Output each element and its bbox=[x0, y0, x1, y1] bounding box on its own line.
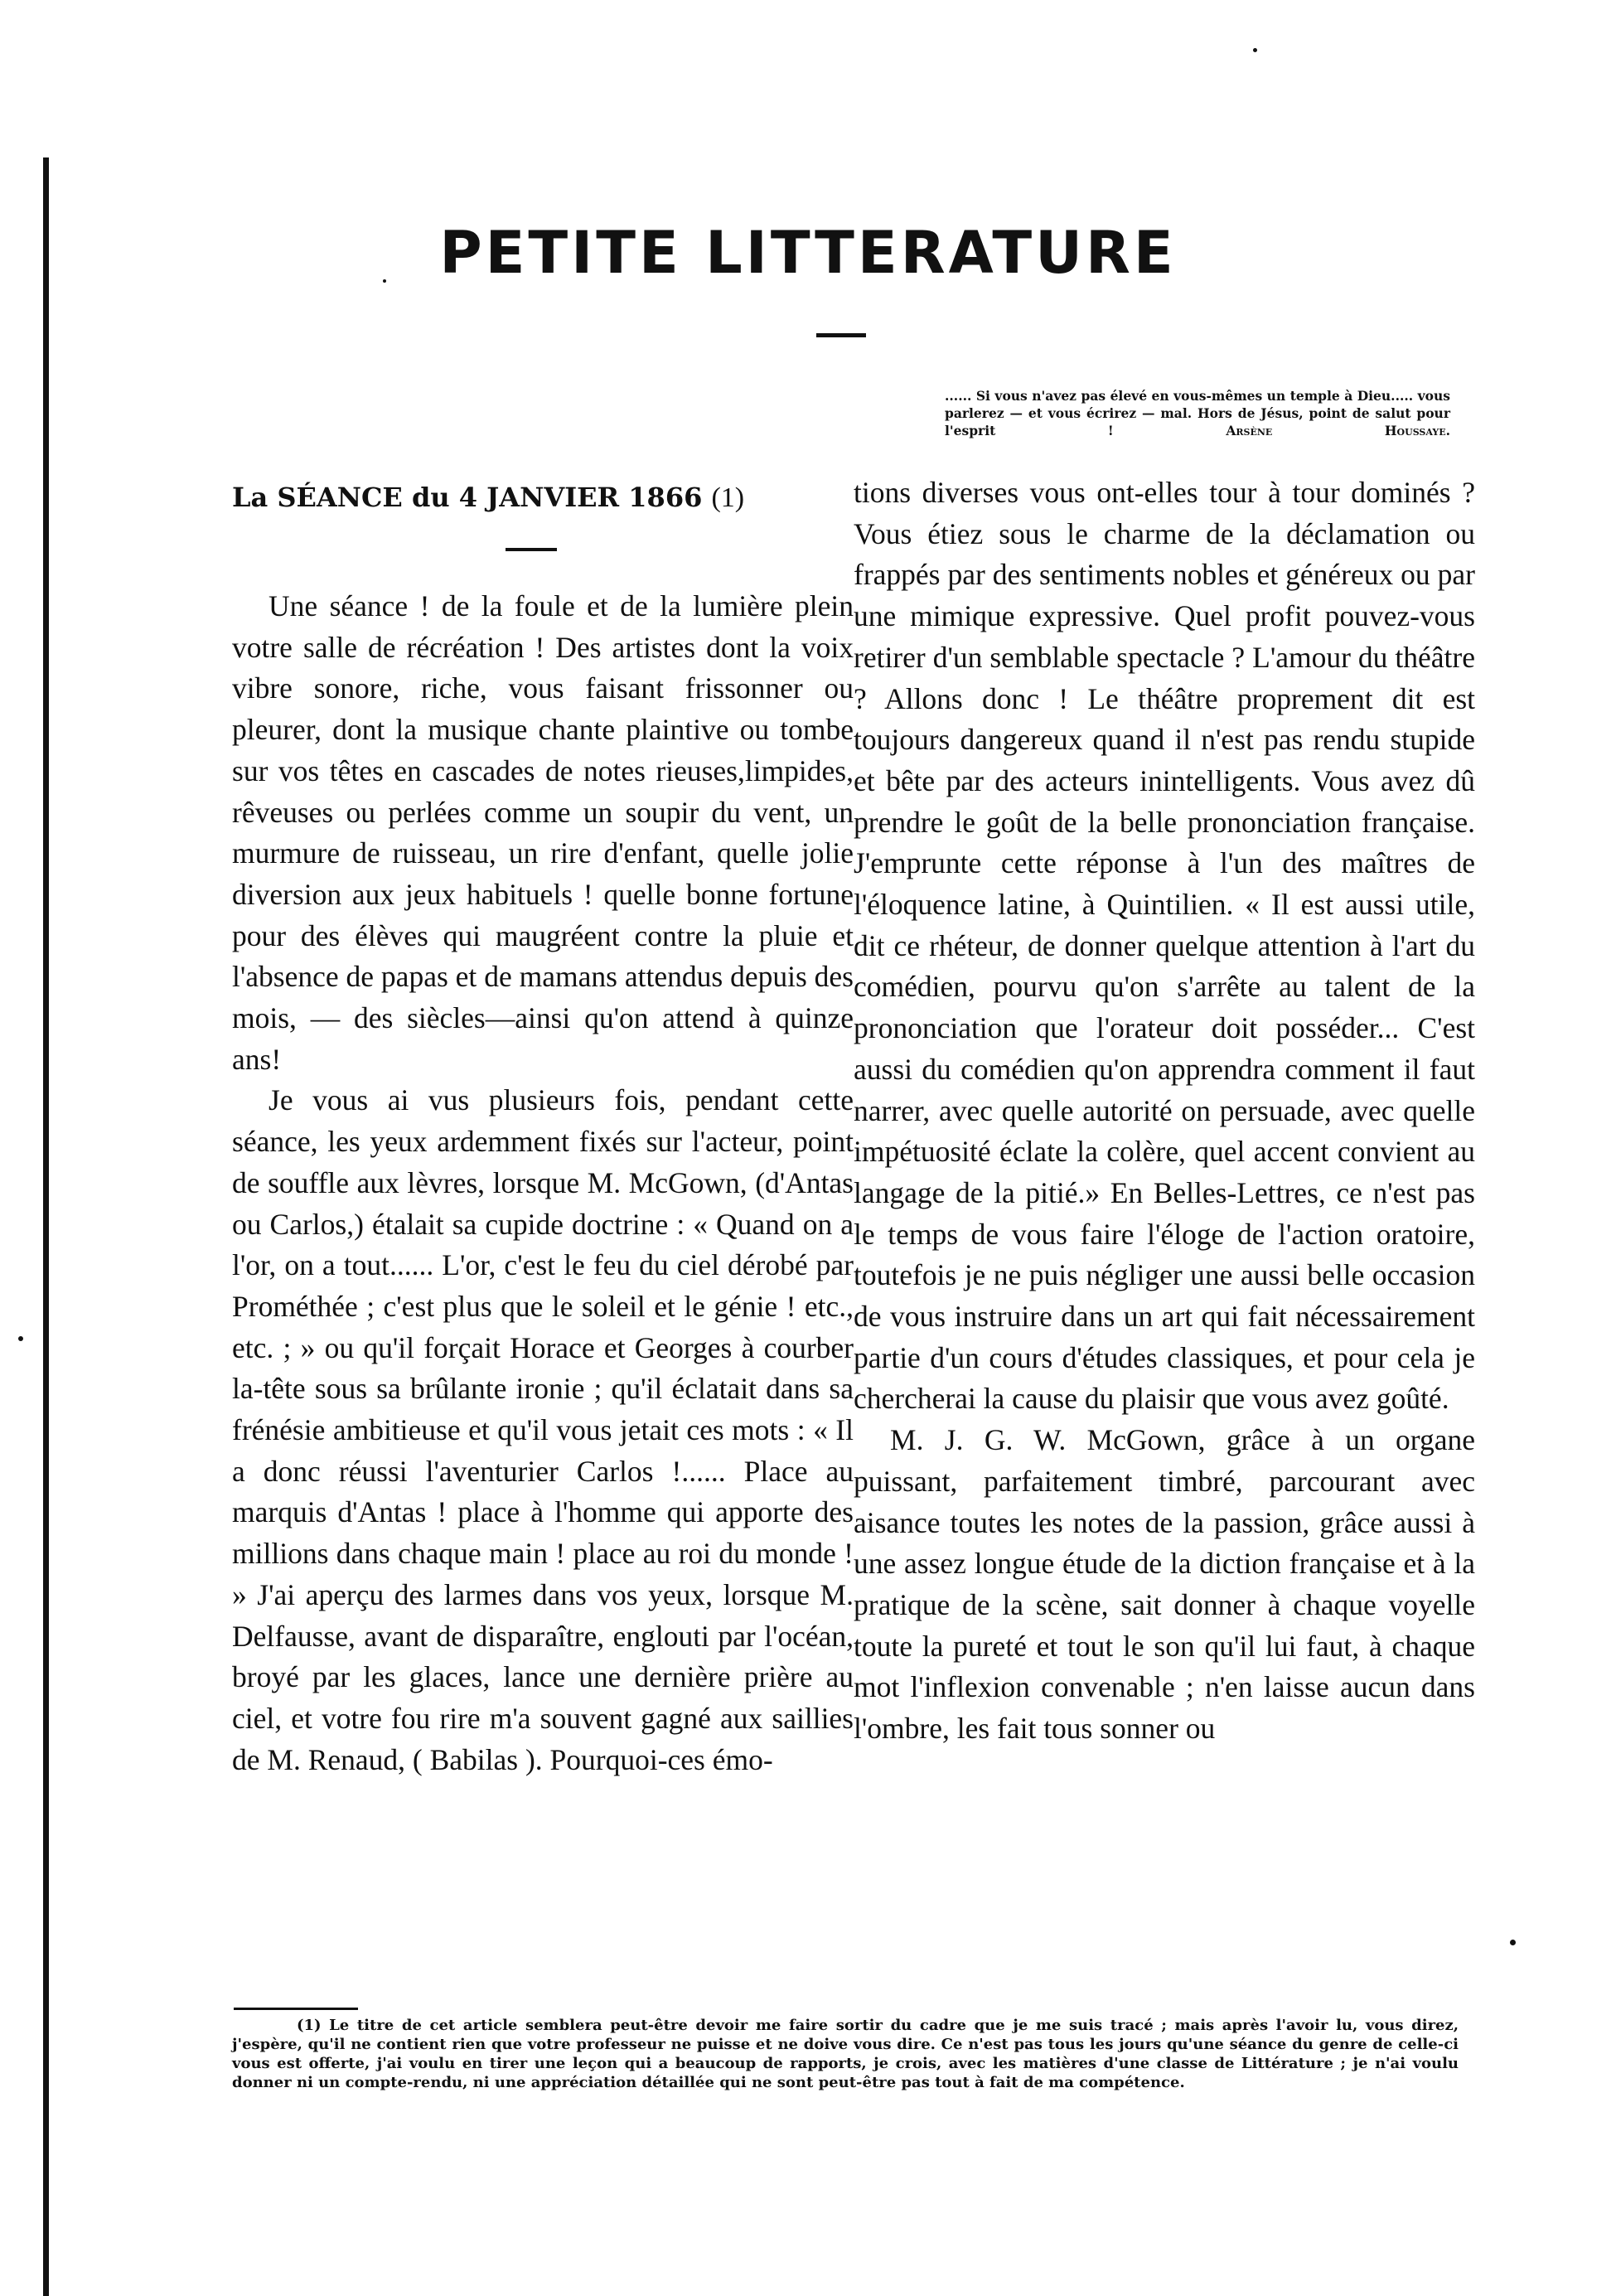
footnote: (1) Le titre de cet article semblera peut-être devoir me faire sortir du cadre que je me suis tracé ; mais après l'avoir lu, vous direz, j'espère, qu'il ne contient rien que votre professeur ne puisse et ne doive vous dire. Ce n'est pas tous les jours qu'une séance du genre de celle-ci vous est offerte, j'ai voulu en tirer une leçon qui a beaucoup de rapports, je crois, avec les matières d'une classe de Littérature ; je n'ai voulu donner ni un compte-rendu, ni une appréciation détaillée qui ne sont peut-être pas tout à fait de ma compétence. bbox=[232, 2017, 1459, 2091]
print-speck bbox=[1253, 48, 1257, 52]
heading-divider bbox=[506, 548, 557, 551]
article-heading bbox=[232, 472, 854, 523]
print-speck bbox=[1510, 1940, 1516, 1945]
print-speck bbox=[383, 279, 386, 283]
paragraph: tions diverses vous ont-elles tour à tour dominés ? Vous étiez sous le charme de la déclamation ou frappés par des sentiments nobles et généreux ou par une mimique expressive. Quel profit pouvez-vous retirer d'un semblable spectacle ? L'amour du théâtre ? Allons donc ! Le théâtre proprement dit est toujours dangereux quand il n'est pas rendu stupide et bête par des acteurs inintelligents. Vous avez dû prendre le goût de la belle prononciation française. J'emprunte cette réponse à l'un des maîtres de l'éloquence latine, à Quintilien. « Il est aussi utile, dit ce rhéteur, de donner quelque attention à l'art du comédien, pourvu qu'on s'arrête au talent de la prononciation que l'orateur doit posséder... C'est aussi du comédien qu'on apprendra comment il faut narrer, avec quelle autorité on persuade, avec quelle impétuosité éclate la colère, quel accent convient au langage de la pitié.» En Belles-Lettres, ce n'est pas le temps de vous faire l'éloge de l'action oratoire, toutefois je ne puis négliger une aussi belle occasion de vous instruire dans un art qui fait nécessairement partie d'un cours d'études classiques, et pour cela je chercherai la cause du plaisir que vous avez goûté. bbox=[854, 476, 1475, 1416]
right-column bbox=[854, 472, 1475, 1750]
epigraph bbox=[945, 387, 1450, 439]
print-speck bbox=[18, 1336, 23, 1341]
paragraph: Je vous ai vus plusieurs fois, pendant cette séance, les yeux ardemment fixés sur l'acteur, point de souffle aux lèvres, lorsque M. McGown, (d'Antas ou Carlos,) étalait sa cupide doctrine : « Quand on a l'or, on a tout...... L'or, c'est le feu du ciel dérobé par Prométhée ; c'est plus que le soleil et le génie ! etc., etc. ; » ou qu'il forçait Horace et Georges à courber la-tête sous sa brûlante ironie ; qu'il éclatait dans sa frénésie ambitieuse et qu'il vous jetait ces mots : « Il a donc réussi l'aventurier Carlos !...... Place au marquis d'Antas ! place à l'homme qui apporte des millions dans chaque main ! place au roi du monde ! » J'ai aperçu des larmes dans vos yeux, lorsque M. Delfausse, avant de disparaître, englouti par l'océan, broyé par les glaces, lance une dernière prière au ciel, et votre fou rire m'a souvent gagné aux saillies de M. Renaud, ( Babilas ). Pourquoi-ces émo- bbox=[232, 1083, 854, 1776]
page-title: PETITE LITTERATURE bbox=[439, 219, 1177, 287]
epigraph-text: ...... Si vous n'avez pas élevé en vous-mêmes un temple à Dieu..... vous parlerez — et vous écrirez — mal. Hors de Jésus, point de salut pour l'esprit ! bbox=[945, 388, 1450, 438]
footnote-reference: (1) bbox=[711, 482, 745, 513]
left-column bbox=[232, 472, 854, 1780]
paragraph: M. J. G. W. McGown, grâce à un organe puissant, parfaitement timbré, parcourant avec aisance toutes les notes de la passion, grâce aussi à une assez longue étude de la diction française et à la pratique de la scène, sait donner à chaque voyelle toute la pureté et tout le son qu'il lui faut, à chaque mot l'inflexion convenable ; n'en laisse aucun dans l'ombre, les fait tous sonner ou bbox=[854, 1423, 1475, 1746]
footnote-rule bbox=[234, 2008, 358, 2010]
paragraph: Une séance ! de la foule et de la lumière plein votre salle de récréation ! Des artistes dont la voix vibre sonore, riche, vous faisant frissonner ou pleurer, dont la musique chante plaintive ou tombe sur vos têtes en cascades de notes rieuses,limpides, rêveuses ou perlées comme un soupir du vent, un murmure de ruisseau, un rire d'enfant, quelle jolie diversion aux jeux habituels ! quelle bonne fortune pour des élèves qui maugréent contre la pluie et l'absence de papas et de mamans attendus depuis des mois, — des siècles—ainsi qu'on attend à quinze ans! bbox=[232, 589, 854, 1076]
title-divider bbox=[816, 333, 866, 337]
page-edge-shadow bbox=[43, 157, 49, 2296]
article-heading-text: La SÉANCE du 4 JANVIER 1866 bbox=[232, 482, 703, 513]
epigraph-author: Arsène Houssaye. bbox=[1226, 423, 1450, 438]
